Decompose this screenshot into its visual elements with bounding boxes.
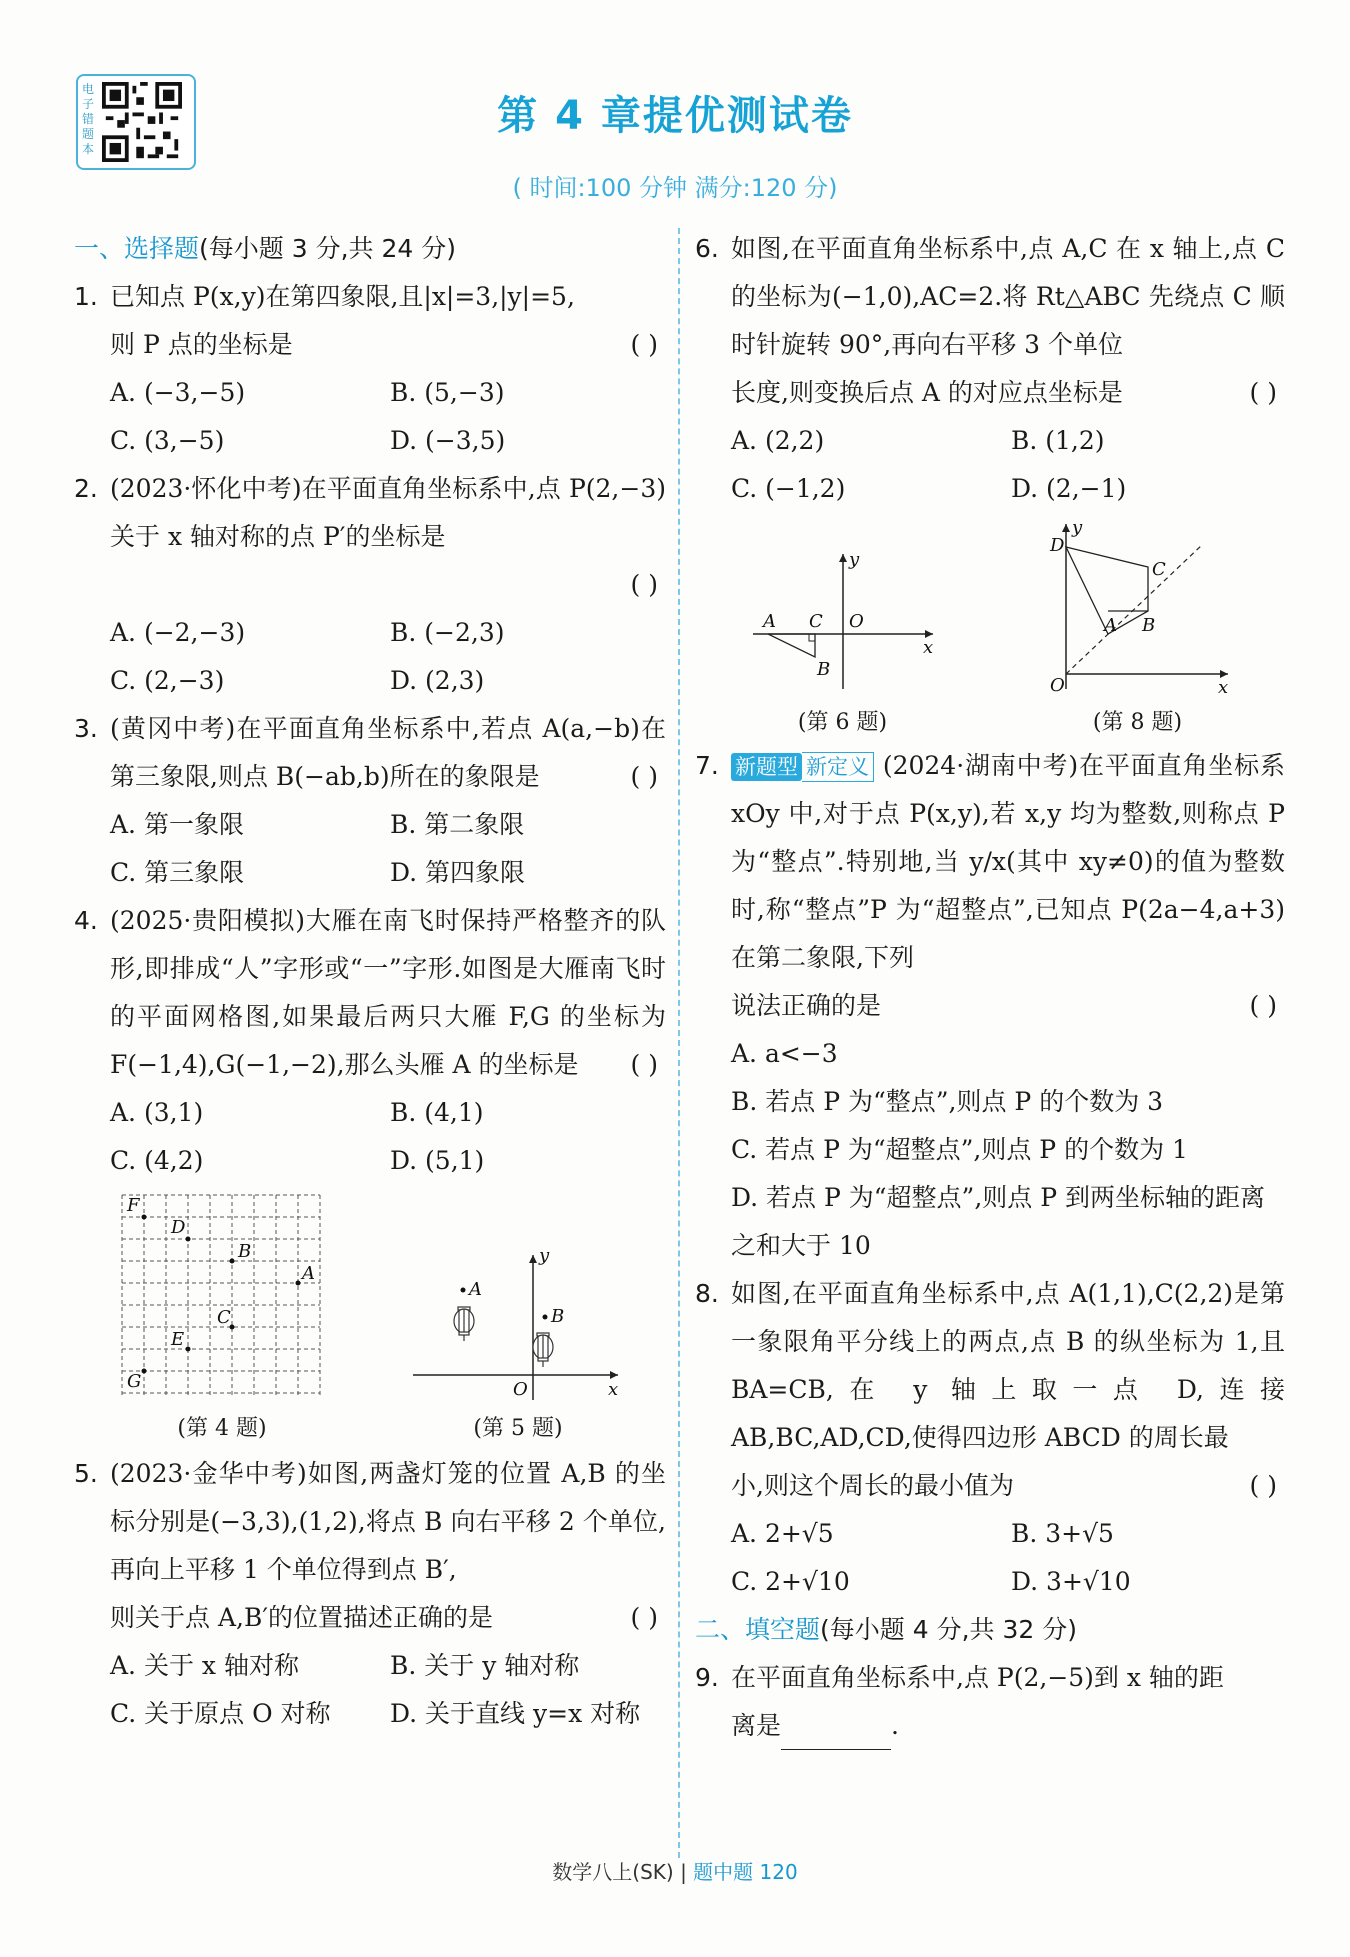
section-one-heading	[74, 225, 666, 273]
figure-4	[107, 1185, 337, 1444]
page-title: 第 4 章提优测试卷	[497, 93, 853, 139]
quadrilateral-figure	[1038, 519, 1238, 699]
options-3	[74, 801, 666, 897]
option-b[interactable]: B. 第二象限	[390, 810, 525, 839]
option-c[interactable]: C. 关于原点 O 对称	[110, 1699, 331, 1728]
label-c: C	[1151, 559, 1166, 580]
question-text-end: 说法正确的是	[731, 991, 882, 1020]
option-b[interactable]: B. (−2,3)	[390, 618, 505, 647]
section-note: (每小题 3 分,共 24 分)	[199, 234, 456, 263]
question-text: (黄冈中考)在平面直角坐标系中,若点 A(a,−b)在第三象限,则点 B(−ab,b)所在的象限是	[110, 714, 666, 791]
option-c[interactable]: C. (3,−5)	[110, 426, 225, 455]
question-number: 1.	[74, 282, 98, 311]
point-a	[296, 1281, 301, 1286]
option-b[interactable]: B. 若点 P 为“整点”,则点 P 的个数为 3	[731, 1087, 1164, 1116]
section-name: 一、选择题	[74, 234, 200, 263]
label-d: D	[171, 1217, 186, 1238]
label-y: y	[1071, 519, 1082, 538]
option-b[interactable]: B. (4,1)	[390, 1098, 484, 1127]
question-number: 4.	[74, 906, 98, 935]
page-footer: 数学八上(SK) | 题中题 120	[552, 1860, 798, 1884]
label-g: G	[127, 1371, 142, 1392]
option-a[interactable]: A. 2+√5	[731, 1519, 834, 1548]
label-b: B	[551, 1306, 565, 1327]
option-a[interactable]: A. 关于 x 轴对称	[110, 1651, 299, 1680]
point-g	[142, 1369, 147, 1374]
option-a[interactable]: A. a<−3	[731, 1039, 838, 1068]
option-d[interactable]: D. (−3,5)	[390, 426, 506, 455]
label-a: A	[469, 1279, 482, 1300]
question-1	[74, 273, 666, 369]
question-5	[74, 1450, 666, 1642]
label-a: A	[762, 611, 776, 632]
point-e	[186, 1347, 191, 1352]
option-d[interactable]: D. 3+√10	[1011, 1567, 1131, 1596]
lantern-b-icon	[533, 1333, 553, 1367]
question-4	[74, 897, 666, 1089]
point-b	[543, 1315, 548, 1320]
question-number: 3.	[74, 714, 98, 743]
label-b: B	[816, 659, 830, 680]
question-text-end: 则 P 点的坐标是	[110, 330, 293, 359]
label-d: D	[1049, 535, 1064, 556]
question-6	[695, 225, 1285, 417]
question-text: (2023·怀化中考)在平面直角坐标系中,点 P(2,−3)关于 x 轴对称的点 P′的坐标是	[110, 474, 666, 551]
option-a[interactable]: A. (3,1)	[110, 1098, 204, 1127]
figure-6	[743, 549, 943, 738]
answer-blank[interactable]	[781, 1721, 891, 1750]
question-text-end: 则关于点 A,B′的位置描述正确的是	[110, 1603, 493, 1632]
point-a	[461, 1288, 466, 1293]
figure-8	[1038, 519, 1238, 738]
question-text-end: 长度,则变换后点 A 的对应点坐标是	[731, 378, 1123, 407]
point-f	[142, 1215, 147, 1220]
lantern-a-icon	[454, 1307, 474, 1341]
left-column	[74, 225, 666, 1738]
question-7	[695, 742, 1285, 1030]
option-c[interactable]: C. 2+√10	[731, 1567, 850, 1596]
question-text: 在平面直角坐标系中,点 P(2,−5)到 x 轴的距	[731, 1663, 1224, 1692]
column-divider	[678, 228, 680, 1858]
label-c: C	[217, 1307, 231, 1328]
option-a[interactable]: A. (2,2)	[731, 426, 825, 455]
question-number: 8.	[695, 1279, 719, 1308]
option-a[interactable]: A. (−2,−3)	[110, 618, 246, 647]
answer-paren[interactable]: ( )	[630, 570, 658, 599]
question-number: 9.	[695, 1663, 719, 1692]
label-o: O	[848, 611, 864, 632]
options-6	[695, 417, 1285, 513]
figure-5	[403, 1245, 633, 1444]
label-x: x	[608, 1379, 619, 1400]
page-number: 120	[759, 1860, 798, 1884]
options-7	[695, 1030, 1285, 1270]
option-d[interactable]: D. (2,−1)	[1011, 474, 1127, 503]
figures-6-8	[695, 519, 1285, 738]
question-number: 2.	[74, 474, 98, 503]
point-d	[186, 1237, 191, 1242]
option-b[interactable]: B. (5,−3)	[390, 378, 505, 407]
answer-paren[interactable]: ( )	[1249, 991, 1277, 1020]
series-name: 题中题	[693, 1860, 754, 1884]
question-text: 如图,在平面直角坐标系中,点 A(1,1),C(2,2)是第一象限角平分线上的两点,点 B 的纵坐标为 1,且 BA=CB,在 y 轴上取一点 D,连接 AB,BC,AD,CD,使得四边形 ABCD 的周长最	[731, 1279, 1285, 1452]
label-b: B	[238, 1241, 252, 1262]
section-two-heading	[695, 1606, 1285, 1654]
label-f: F	[127, 1195, 140, 1216]
option-c[interactable]: C. (2,−3)	[110, 666, 225, 695]
label-o: O	[1049, 675, 1065, 696]
point-b	[230, 1259, 235, 1264]
label-e: E	[171, 1329, 185, 1350]
answer-paren[interactable]: ( )	[1249, 1471, 1277, 1500]
answer-paren[interactable]: ( )	[630, 1603, 658, 1632]
figure-6-caption: (第 6 题)	[797, 710, 888, 735]
grid-figure	[107, 1185, 337, 1405]
label-a: A	[302, 1263, 315, 1284]
option-d[interactable]: D. (2,3)	[390, 666, 485, 695]
question-text: 已知点 P(x,y)在第四象限,且|x|=3,|y|=5,	[110, 282, 575, 311]
options-4	[74, 1089, 666, 1185]
option-d[interactable]: D. 若点 P 为“超整点”,则点 P 到两坐标轴的距离之和大于 10	[731, 1183, 1265, 1260]
section-name: 二、填空题	[695, 1615, 821, 1644]
option-a[interactable]: A. 第一象限	[110, 810, 244, 839]
new-type-tag: 新题型	[731, 753, 802, 781]
question-text: 如图,在平面直角坐标系中,点 A,C 在 x 轴上,点 C 的坐标为(−1,0),AC=2.将 Rt△ABC 先绕点 C 顺时针旋转 90°,再向右平移 3 个单位	[731, 234, 1285, 359]
option-c[interactable]: C. (4,2)	[110, 1146, 204, 1175]
label-a: A	[1103, 615, 1117, 636]
option-d[interactable]: D. 关于直线 y=x 对称	[390, 1699, 641, 1728]
figure-4-caption: (第 4 题)	[177, 1416, 267, 1441]
question-text-end: 离是	[731, 1711, 782, 1740]
option-b[interactable]: B. 3+√5	[1011, 1519, 1114, 1548]
figure-5-caption: (第 5 题)	[473, 1416, 563, 1441]
new-definition-tag: 新定义	[802, 752, 874, 782]
lantern-figure	[403, 1245, 633, 1405]
figure-8-caption: (第 8 题)	[1092, 710, 1183, 735]
question-number: 5.	[74, 1459, 98, 1488]
option-a[interactable]: A. (−3,−5)	[110, 378, 246, 407]
answer-paren[interactable]: ( )	[630, 762, 658, 791]
answer-paren[interactable]: ( )	[1249, 378, 1277, 407]
qr-label: 电子错题本	[82, 82, 95, 156]
option-d[interactable]: D. 第四象限	[390, 858, 526, 887]
label-y: y	[539, 1245, 550, 1266]
question-text: (2024·湖南中考)在平面直角坐标系 xOy 中,对于点 P(x,y),若 x,y 均为整数,则称点 P 为“整点”.特别地,当 y/x(其中 xy≠0)的值为整数时,称“整点”P 为“超整点”,已知点 P(2a−4,a+3)在第二象限,下列	[731, 751, 1286, 972]
label-x: x	[1217, 677, 1228, 698]
question-3	[74, 705, 666, 801]
options-1	[74, 369, 666, 465]
label-y: y	[848, 549, 859, 570]
label-o: O	[513, 1379, 528, 1400]
answer-paren[interactable]: ( )	[630, 1050, 658, 1079]
question-number: 7.	[695, 751, 719, 780]
options-2	[74, 609, 666, 705]
question-9	[695, 1654, 1285, 1750]
option-c[interactable]: C. (−1,2)	[731, 474, 846, 503]
label-x: x	[922, 637, 933, 658]
question-8	[695, 1270, 1285, 1510]
figures-4-5	[74, 1185, 666, 1444]
options-8	[695, 1510, 1285, 1606]
question-text-end: 小,则这个周长的最小值为	[731, 1471, 1014, 1500]
question-text: (2025·贵阳模拟)大雁在南飞时保持严格整齐的队形,即排成“人”字形或“一”字形.如图是大雁南飞时的平面网格图,如果最后两只大雁 F,G 的坐标为 F(−1,4),G(−1,−2),那么头雁 A 的坐标是	[110, 906, 666, 1079]
question-period: .	[891, 1711, 899, 1740]
exam-time-score: ( 时间:100 分钟 满分:120 分)	[512, 174, 838, 202]
answer-paren[interactable]: ( )	[630, 330, 658, 359]
option-c[interactable]: C. 第三象限	[110, 858, 245, 887]
option-b[interactable]: B. (1,2)	[1011, 426, 1105, 455]
section-note: (每小题 4 分,共 32 分)	[820, 1615, 1077, 1644]
label-c: C	[808, 611, 823, 632]
options-5	[74, 1642, 666, 1738]
book-title: 数学八上(SK)	[552, 1860, 674, 1884]
question-text: (2023·金华中考)如图,两盏灯笼的位置 A,B 的坐标分别是(−3,3),(1,2),将点 B 向右平移 2 个单位,再向上平移 1 个单位得到点 B′,	[110, 1459, 666, 1584]
question-number: 6.	[695, 234, 719, 263]
triangle-figure	[743, 549, 943, 699]
right-column	[695, 225, 1285, 1750]
option-b[interactable]: B. 关于 y 轴对称	[390, 1651, 580, 1680]
option-d[interactable]: D. (5,1)	[390, 1146, 485, 1175]
option-c[interactable]: C. 若点 P 为“超整点”,则点 P 的个数为 1	[731, 1135, 1188, 1164]
label-b: B	[1141, 615, 1155, 636]
question-2	[74, 465, 666, 609]
